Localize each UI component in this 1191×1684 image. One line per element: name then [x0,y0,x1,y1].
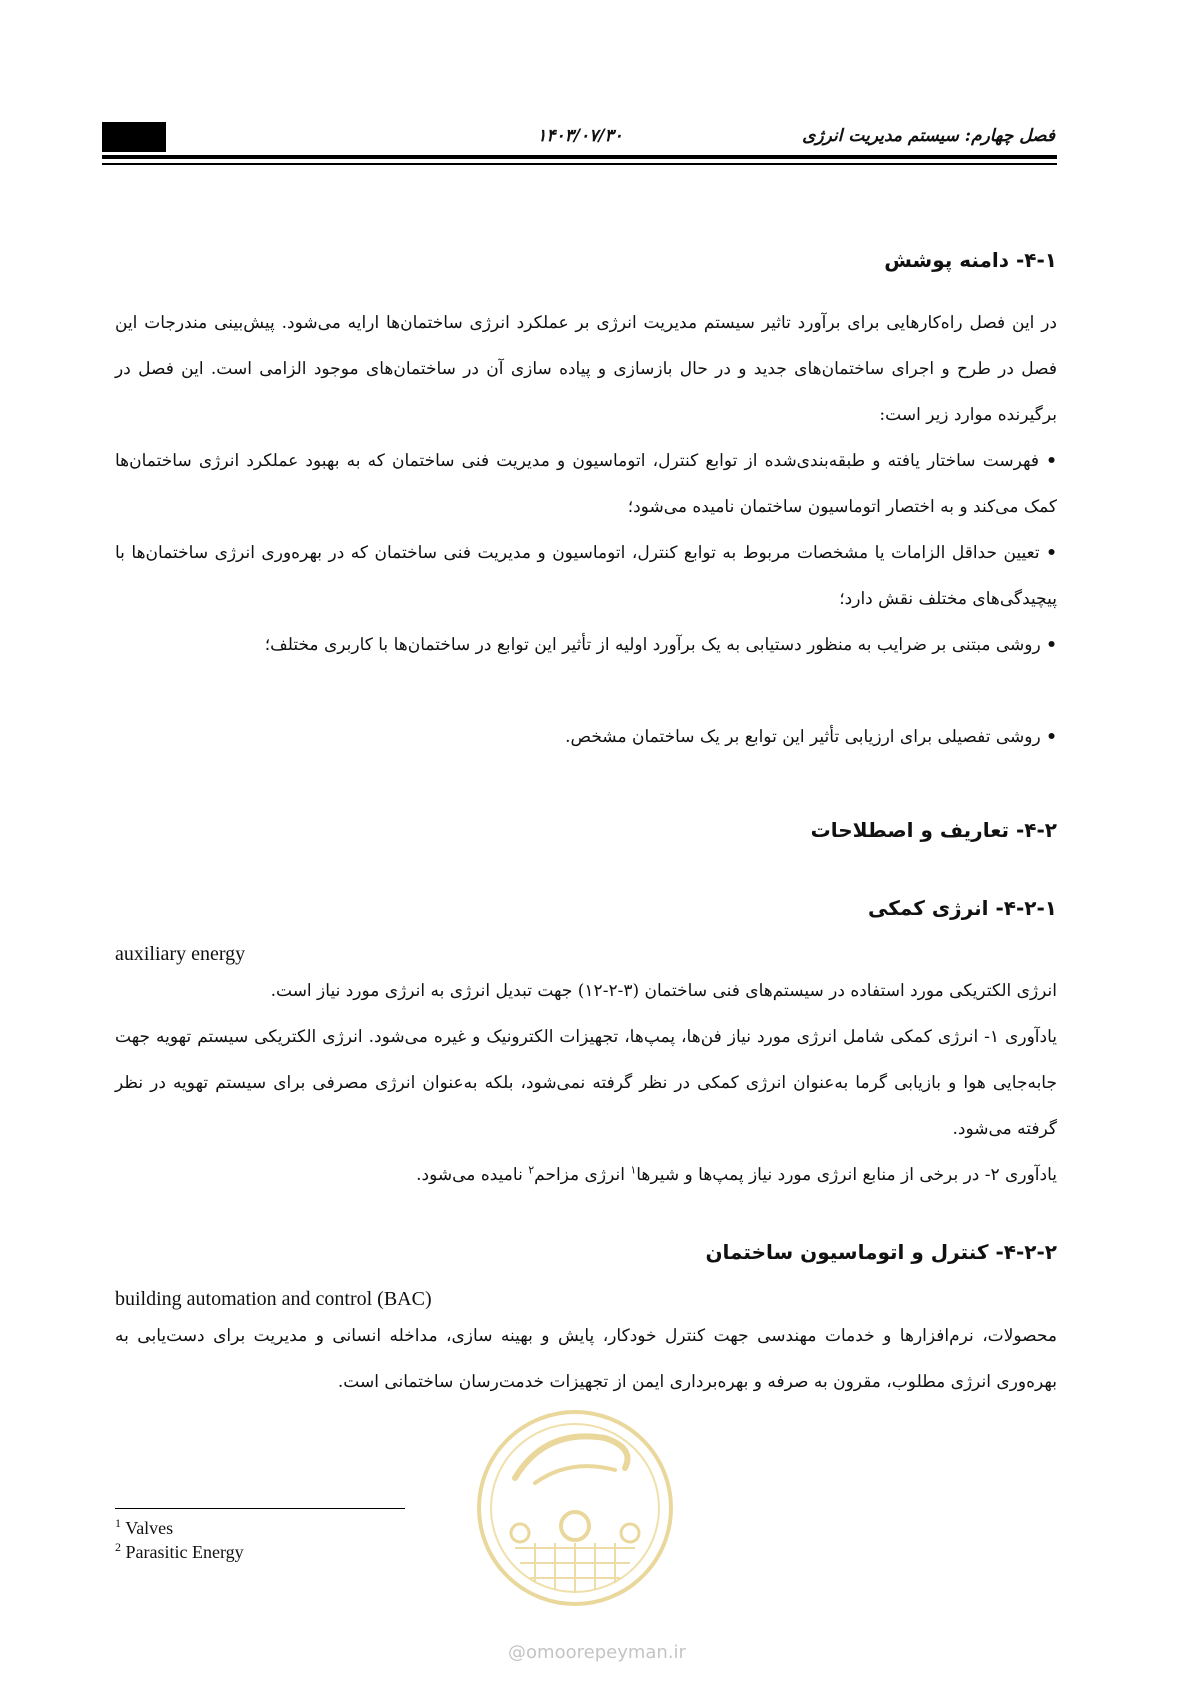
header-chapter-title: فصل چهارم: سیستم مدیریت انرژی [802,126,1055,146]
watermark-seal-logo [475,1408,675,1608]
footnote-divider [115,1508,405,1509]
footnote-text: Parasitic Energy [125,1542,244,1562]
section-heading-scope: ۴-۱- دامنه پوشش [884,248,1057,272]
bullet-text: تعیین حداقل الزامات یا مشخصات مربوط به توابع کنترل، اتوماسیون و مدیریت فنی ساختمان که در بهره‌وری انرژی ساختمان‌ها با پیچیدگی‌های مختلف نقش دارد؛ [115,543,1057,609]
auxiliary-energy-definition: انرژی الکتریکی مورد استفاده در سیستم‌های فنی ساختمان (۳-۲-۱۲) جهت تبدیل انرژی به انرژی مورد نیاز است. [270,981,1057,1001]
bullet-dot-icon: • [1046,635,1057,655]
header-date: ۱۴۰۳/۰۷/۳۰ [537,126,623,146]
header-rule-thin [102,163,1057,165]
footnote-number: 1 [115,1516,121,1530]
bullet-item [115,438,1057,530]
section-heading-definitions: ۴-۲- تعاریف و اصطلاحات [810,818,1057,842]
note-2-text-b: انرژی مزاحم [534,1165,631,1185]
subsection-heading-bac: ۴-۲-۲- کنترل و اتوماسیون ساختمان [705,1240,1057,1264]
subsection-heading-auxiliary-energy: ۴-۲-۱- انرژی کمکی [867,896,1057,920]
footnote-ref-2: ۲ [528,1163,535,1177]
bullet-dot-icon: • [1046,451,1058,471]
bullet-item [115,530,1057,622]
auxiliary-energy-note-2 [115,1152,1057,1198]
bullet-item [115,622,1057,668]
footnote-ref-1: ۱ [630,1163,637,1177]
bullet-text: روشی مبتنی بر ضرایب به منظور دستیابی به یک برآورد اولیه از تأثیر این توابع در ساختمان‌ها با کاربری مختلف؛ [264,635,1041,655]
english-term-auxiliary-energy: auxiliary energy [115,943,246,965]
bullet-dot-icon: • [1046,727,1057,747]
bullet-text: فهرست ساختار یافته و طبقه‌بندی‌شده از توابع کنترل، اتوماسیون و مدیریت فنی ساختمان که به بهبود عملکرد انرژی ساختمان‌ها کمک می‌کند و به اختصار اتوماسیون ساختمان نامیده می‌شود؛ [115,451,1057,517]
footnote-1 [115,1518,173,1539]
scope-intro-paragraph: در این فصل راه‌کارهایی برای برآورد تاثیر سیستم مدیریت انرژی بر عملکرد انرژی ساختمان‌ها ارایه می‌شود. پیش‌بینی مندرجات این فصل در طرح و اجرای ساختمان‌های جدید و در حال بازسازی و پیاده سازی آن در ساختمان‌های موجود الزامی است. این فصل در برگیرنده موارد زیر است: [115,313,1057,425]
note-2-text-c: نامیده می‌شود. [416,1165,529,1185]
english-term-bac: building automation and control (BAC) [115,1288,432,1310]
note-2-text-a: یادآوری ۲- در برخی از منابع انرژی مورد نیاز پمپ‌ها و شیرها [636,1165,1057,1185]
footnote-number: 2 [115,1540,121,1554]
footnote-2 [115,1542,244,1563]
bullet-dot-icon: • [1046,543,1057,563]
footnote-text: Valves [125,1518,174,1538]
bullet-item [115,714,1057,760]
auxiliary-energy-note-1: یادآوری ۱- انرژی کمکی شامل انرژی مورد نیاز فن‌ها، پمپ‌ها، تجهیزات الکترونیک و غیره می‌شود. انرژی الکتریکی سیستم تهویه جهت جابه‌جایی هوا و بازیابی گرما به‌عنوان انرژی کمکی در نظر گرفته نمی‌شود، بلکه به‌عنوان انرژی مصرفی برای سیستم تهویه در نظر گرفته می‌شود. [115,1027,1057,1139]
header-page-number-box [102,122,166,152]
bac-definition: محصولات، نرم‌افزارها و خدمات مهندسی جهت کنترل خودکار، پایش و بهینه سازی، مداخله انسانی و مدیریت برای دست‌یابی به بهره‌وری انرژی مطلوب، مقرون به صرفه و بهره‌برداری ایمن از تجهیزات خدمت‌رسان ساختمانی است. [115,1326,1057,1392]
header-rule-thick [102,155,1057,159]
bullet-text: روشی تفصیلی برای ارزیابی تأثیر این توابع بر یک ساختمان مشخص. [565,727,1041,747]
watermark-url: @omoorepeyman.ir [508,1642,686,1663]
